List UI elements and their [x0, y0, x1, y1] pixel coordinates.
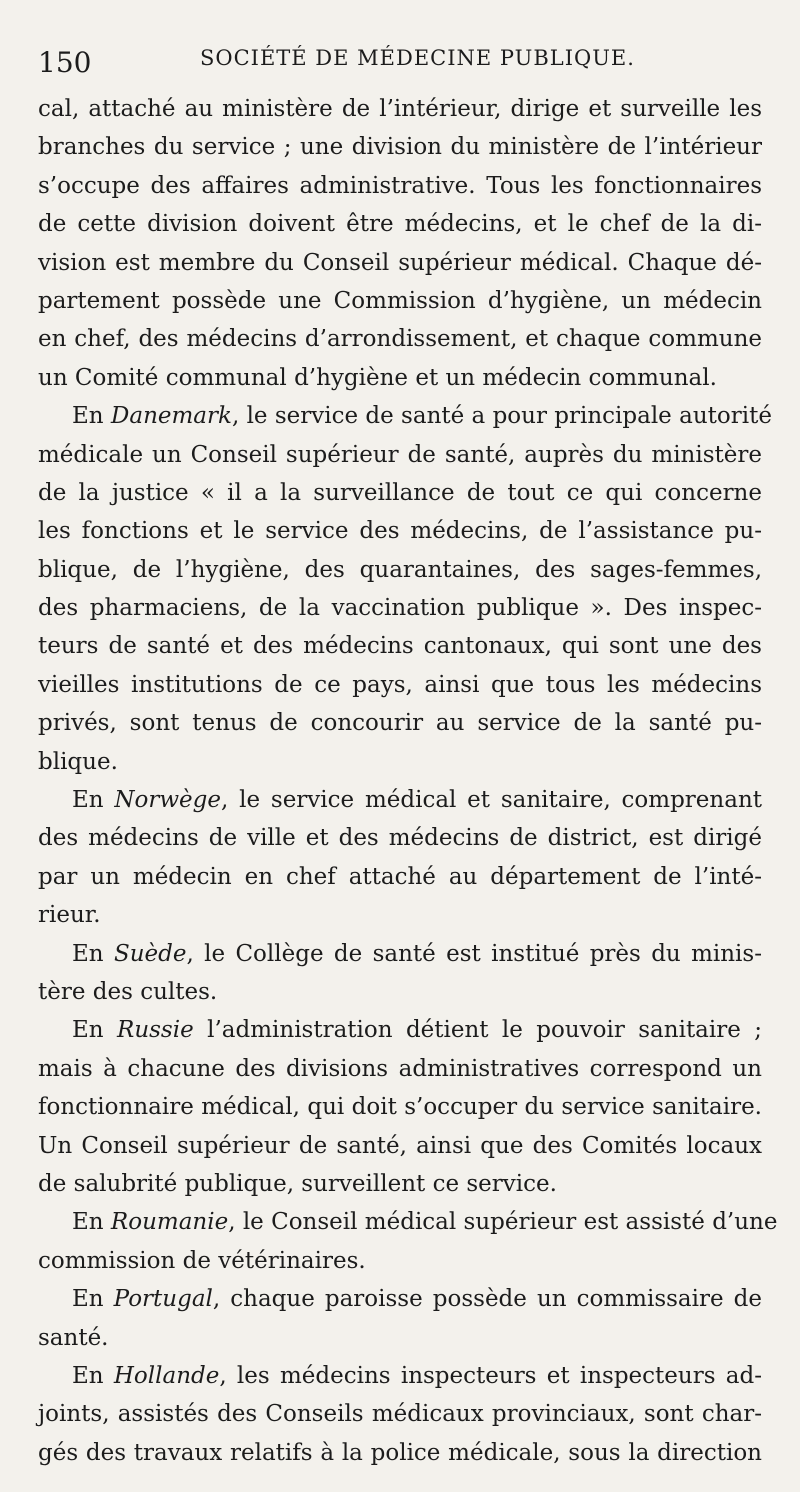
- country-name: Russie: [117, 1017, 194, 1044]
- text-line: vision est membre du Conseil supérieur médical. Chaque dé-: [38, 249, 762, 276]
- text-line: fonctionnaire médical, qui doit s’occuper du service sanitaire.: [38, 1094, 762, 1121]
- text-line: par un médecin en chef attaché au département de l’inté-: [38, 863, 762, 890]
- country-name: Roumanie: [110, 1209, 229, 1236]
- country-name: Norwège: [114, 787, 222, 814]
- text-segment: , les médecins inspecteurs et inspecteurs ad-: [219, 1362, 762, 1389]
- text-segment: En: [72, 1017, 117, 1044]
- text-line: partement possède une Commission d’hygiène, un médecin: [38, 287, 762, 314]
- page-header: [38, 38, 762, 82]
- text-line: [38, 1357, 762, 1395]
- text-segment: En: [72, 787, 115, 814]
- text-line: de cette division doivent être médecins, et le chef de la di-: [38, 211, 762, 238]
- text-line: rieur.: [38, 902, 101, 929]
- text-line: médicale un Conseil supérieur de santé, auprès du ministère: [38, 441, 762, 468]
- text-line: tère des cultes.: [38, 978, 218, 1005]
- country-name: Portugal: [113, 1286, 213, 1313]
- text-line: teurs de santé et des médecins cantonaux, qui sont une des: [38, 633, 762, 660]
- text-segment: En: [72, 1209, 111, 1236]
- text-segment: En: [72, 1362, 114, 1389]
- text-segment: , le Collège de santé est institué près du minis-: [186, 940, 762, 967]
- text-line: [38, 1280, 762, 1318]
- text-segment: En: [72, 403, 111, 430]
- text-line: gés des travaux relatifs à la police médicale, sous la direction: [38, 1439, 762, 1466]
- text-line: des médecins de ville et des médecins de district, est dirigé: [38, 825, 762, 852]
- text-segment: , le service de santé a pour principale autorité: [231, 403, 772, 430]
- text-line: [38, 1203, 778, 1241]
- text-line: Un Conseil supérieur de santé, ainsi que des Comités locaux: [38, 1132, 762, 1159]
- text-line: de la justice « il a la surveillance de tout ce qui concerne: [38, 479, 762, 506]
- text-segment: En: [72, 940, 114, 967]
- running-title: SOCIÉTÉ DE MÉDECINE PUBLIQUE.: [200, 46, 635, 70]
- text-line: cal, attaché au ministère de l’intérieur, dirige et surveille les: [38, 96, 762, 122]
- text-line: privés, sont tenus de concourir au service de la santé pu-: [38, 710, 762, 737]
- text-line: les fonctions et le service des médecins, de l’assistance pu-: [38, 518, 762, 545]
- text-line: en chef, des médecins d’arrondissement, et chaque commune: [38, 326, 762, 353]
- text-segment: , chaque paroisse possède un commissaire de: [212, 1286, 762, 1313]
- text-segment: l’administration détient le pouvoir sanitaire ;: [193, 1017, 762, 1044]
- text-line: de salubrité publique, surveillent ce service.: [38, 1170, 557, 1197]
- text-line: s’occupe des affaires administrative. Tous les fonctionnaires: [38, 172, 762, 199]
- body-text: [38, 90, 778, 1472]
- text-line: joints, assistés des Conseils médicaux provinciaux, sont char-: [38, 1401, 762, 1428]
- text-line: branches du service ; une division du ministère de l’intérieur: [38, 134, 762, 161]
- text-line: blique.: [38, 748, 118, 775]
- text-line: mais à chacune des divisions administratives correspond un: [38, 1055, 762, 1082]
- country-name: Danemark: [110, 403, 232, 430]
- text-line: [38, 781, 762, 819]
- text-segment: , le Conseil médical supérieur est assisté d’une: [228, 1209, 778, 1236]
- text-line: un Comité communal d’hygiène et un médecin communal.: [38, 364, 717, 391]
- text-segment: En: [72, 1286, 114, 1313]
- text-line: blique, de l’hygiène, des quarantaines, des sages-femmes,: [38, 556, 762, 583]
- text-line: [38, 935, 762, 973]
- page-number: 150: [38, 46, 92, 79]
- country-name: Suède: [113, 940, 187, 967]
- country-name: Hollande: [113, 1362, 220, 1389]
- text-line: des pharmaciens, de la vaccination publique ». Des inspec-: [38, 595, 762, 622]
- text-line: santé.: [38, 1324, 109, 1351]
- text-line: commission de vétérinaires.: [38, 1247, 366, 1274]
- text-line: [38, 397, 772, 435]
- text-segment: , le service médical et sanitaire, comprenant: [221, 787, 762, 814]
- text-line: vieilles institutions de ce pays, ainsi que tous les médecins: [38, 671, 762, 698]
- text-line: [38, 1011, 762, 1049]
